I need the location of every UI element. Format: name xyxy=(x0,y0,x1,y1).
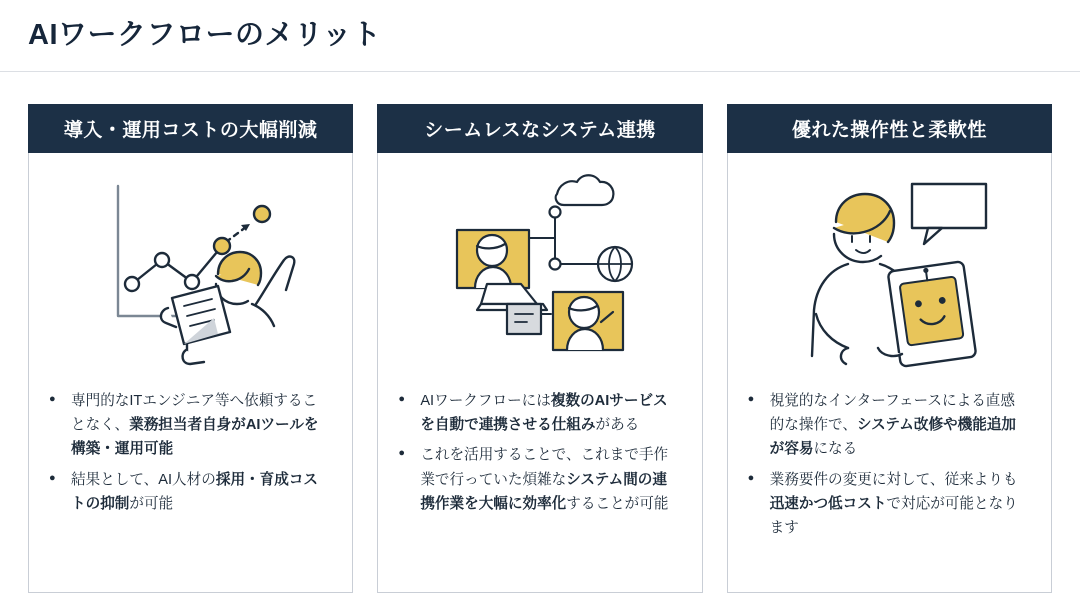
bullet-text: 結果として、AI人材の xyxy=(71,471,216,488)
benefit-card xyxy=(377,104,702,593)
chart-person-illustration xyxy=(29,153,352,385)
bullet-text-bold: 採用・育成コストの抑制 xyxy=(71,471,319,512)
bullet-text-bold: 複数のAIサービスを自動で連携させる仕組み xyxy=(420,393,668,434)
card-body xyxy=(727,153,1052,593)
bullet-text-bold: システム改修や機能追加が容易 xyxy=(769,417,1017,458)
bullet-text: AIワークフローには xyxy=(420,393,551,409)
benefit-card xyxy=(28,104,353,593)
list-item xyxy=(770,468,1029,541)
bullet-text: することが可能 xyxy=(566,495,669,512)
bullet-text-bold: 業務担当者自身がAIツールを構築・運用可能 xyxy=(71,417,319,458)
slide-header xyxy=(0,0,1080,72)
benefit-card xyxy=(727,104,1052,593)
bullet-text: 視覚的なインターフェースによる直感的な操作で、 xyxy=(769,393,1015,434)
bullet-text: が可能 xyxy=(129,495,174,512)
list-item xyxy=(71,468,330,516)
card-body xyxy=(28,153,353,593)
list-item xyxy=(420,443,679,516)
bullet-text-bold: システム間の連携作業を大幅に効率化 xyxy=(420,471,667,512)
benefit-cards xyxy=(0,72,1080,593)
bullet-text: になる xyxy=(813,441,858,458)
card-bullet-list xyxy=(728,385,1051,546)
card-title: 優れた操作性と柔軟性 xyxy=(727,104,1052,153)
page-title: AIワークフローのメリット xyxy=(28,18,382,51)
bullet-text: これを活用することで、これまで手作業で行っていた煩雑な xyxy=(420,447,669,488)
bullet-text-bold: 迅速かつ低コスト xyxy=(769,495,887,512)
network-collaboration-illustration xyxy=(378,153,701,385)
list-item xyxy=(770,389,1029,462)
bullet-text: で対応が可能となります xyxy=(769,495,1018,537)
card-body xyxy=(377,153,702,593)
card-bullet-list xyxy=(29,385,352,522)
list-item xyxy=(420,389,679,437)
list-item xyxy=(71,389,330,462)
card-title: シームレスなシステム連携 xyxy=(377,104,702,153)
card-bullet-list xyxy=(378,385,701,522)
bullet-text: 業務要件の変更に対して、従来よりも xyxy=(769,471,1018,488)
card-title: 導入・運用コストの大幅削減 xyxy=(28,104,353,153)
bullet-text: がある xyxy=(595,417,640,434)
bullet-text: 専門的なITエンジニア等へ依頼することなく、 xyxy=(71,393,318,434)
tablet-person-illustration xyxy=(728,153,1051,385)
